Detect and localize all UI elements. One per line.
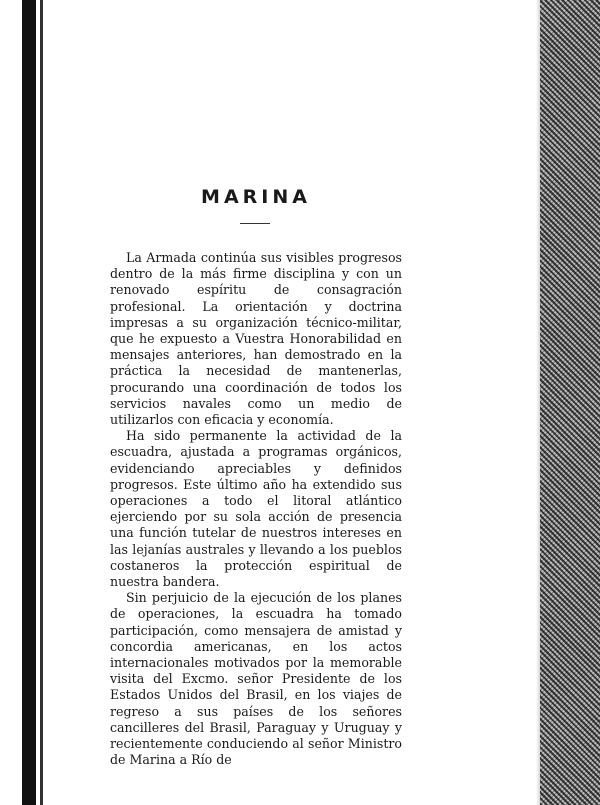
binding-shadow (22, 0, 36, 805)
page-title: MARINA (201, 186, 311, 208)
document-page (110, 0, 402, 805)
scan-noise-margin (540, 0, 600, 805)
binding-edge-line (40, 0, 43, 805)
paragraph-2: Ha sido permanente la actividad de la escuadra, ajustada a programas orgánicos, evidenciando apreciables y definidos progresos. Este último año ha extendido sus operaciones a todo el litoral atlántico ejerciendo por su sola acción de presencia una función tutelar de nuestros intereses en las lejanías australes y llevando a los pueblos costaneros la protección espiritual de nuestra bandera. (110, 428, 402, 590)
title-underline (240, 223, 270, 224)
paragraph-1: La Armada continúa sus visibles progresos dentro de la más firme disciplina y con un renovado espíritu de consagración profesional. La orientación y doctrina impresas a su organización técnico-militar, que he expuesto a Vuestra Honorabilidad en mensajes anteriores, han demostrado en la práctica la necesidad de mantenerlas, procurando una coordinación de todos los servicios navales como un medio de utilizarlos con eficacia y economía. (110, 250, 402, 428)
body-text (110, 250, 402, 769)
paragraph-3: Sin perjuicio de la ejecución de los planes de operaciones, la escuadra ha tomado participación, como mensajera de amistad y concordia americanas, en los actos internacionales motivados por la memorable visita del Excmo. señor Presidente de los Estados Unidos del Brasil, en los viajes de regreso a sus países de los señores cancilleres del Brasil, Paraguay y Uruguay y recientemente conduciendo al señor Ministro de Marina a Río de (110, 590, 402, 768)
